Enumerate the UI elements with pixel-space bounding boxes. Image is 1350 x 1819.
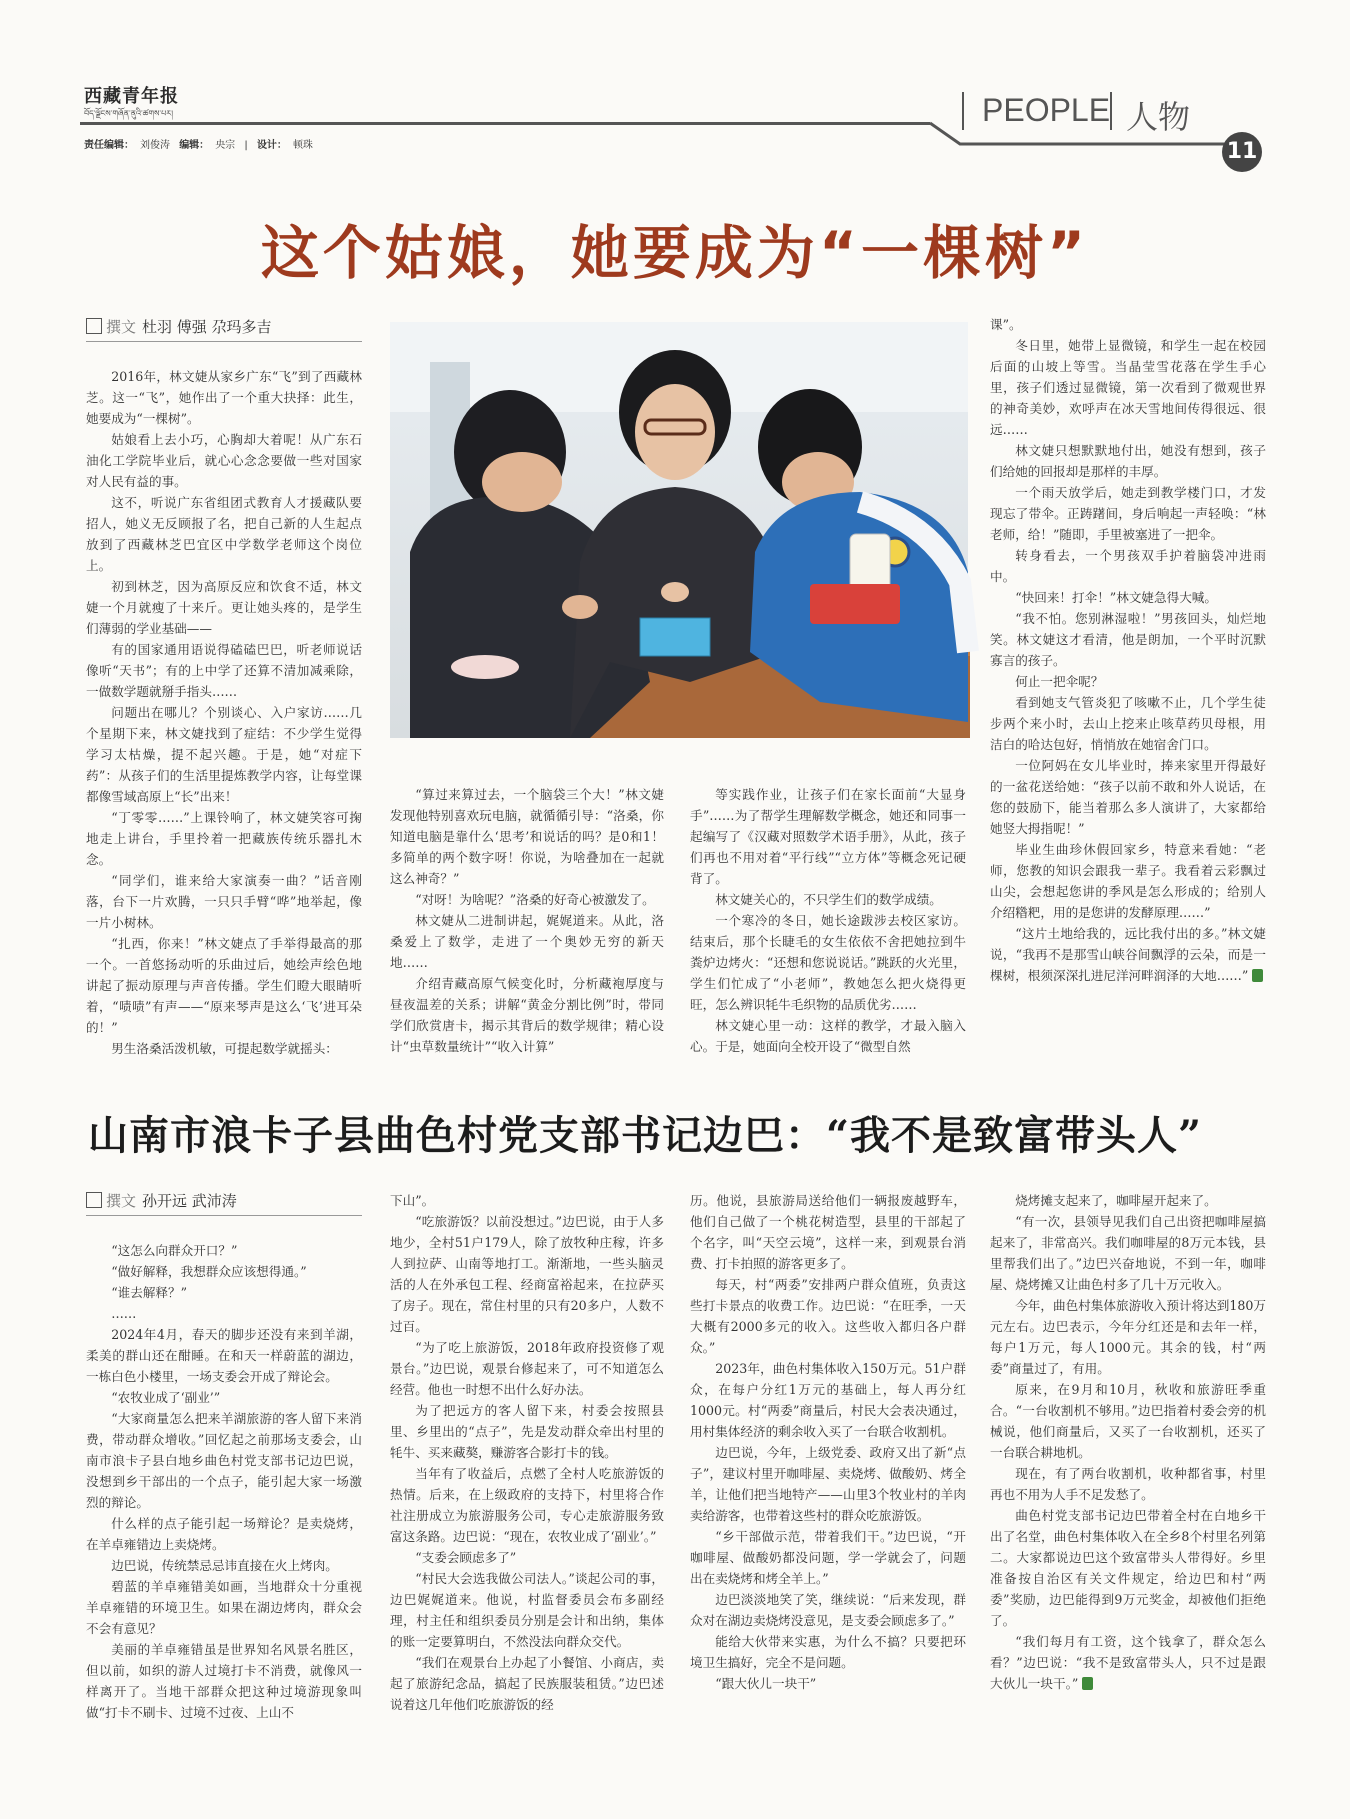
classroom-photo xyxy=(390,322,968,738)
paragraph: 边巴淡淡地笑了笑，继续说：“后来发现，群众对在湖边卖烧烤没意见，是支委会顾虑多了。” xyxy=(690,1592,966,1628)
paragraph: 2016年，林文婕从家乡广东“飞”到了西藏林芝。这一“飞”，她作出了一个重大抉择：此生，她要成为“一棵树”。 xyxy=(86,369,362,426)
paragraph: 看到她支气管炎犯了咳嗽不止，几个学生徒步两个来小时，去山上挖来止咳草药贝母根，用洁白的哈达包好，悄悄放在她宿舍门口。 xyxy=(990,695,1266,752)
end-mark-icon xyxy=(1082,1677,1093,1690)
paragraph: “扎西，你来！”林文婕点了手举得最高的那一个。一首悠扬动听的乐曲过后，她绘声绘色地讲起了振动原理与声音传播。学生们瞪大眼睛听着，“啧啧”有声——“原来琴声是这么‘飞’进耳朵的！” xyxy=(86,936,362,1035)
paragraph: 2023年，曲色村集体收入150万元。51户群众，在每户分红1万元的基础上，每人再分红1000元。村“两委”商量后，村民大会表决通过，用村集体经济的剩余收入买了一台联合收割机。 xyxy=(690,1361,966,1439)
paragraph: …… xyxy=(111,1306,137,1321)
story2-column-3 xyxy=(690,1190,966,1800)
story1-headline: 这个姑娘，她要成为“一棵树” xyxy=(260,219,1090,287)
paragraph: 这不，听说广东省组团式教育人才援藏队要招人，她义无反顾报了名，把自己新的人生起点放到了西藏林芝巴宜区中学数学老师这个岗位上。 xyxy=(86,495,362,573)
section-label-zh: 人物 xyxy=(1126,99,1191,135)
paragraph: “支委会顾虑多了” xyxy=(415,1550,517,1565)
paragraph: 碧蓝的羊卓雍错美如画，当地群众十分重视羊卓雍错的环境卫生。如果在湖边烤肉，群众会不会有意见？ xyxy=(86,1579,362,1636)
paragraph: 美丽的羊卓雍错虽是世界知名风景名胜区，但以前，如织的游人过境打卡不消费，就像风一样离开了。当地干部群众把这种过境游现象叫做“打卡不刷卡、过境不过夜、上山不 xyxy=(86,1642,362,1720)
story1-column-1 xyxy=(86,366,362,1056)
paragraph: “乡干部做示范，带着我们干。”边巴说，“开咖啡屋、做酸奶都没问题，学一学就会了，问题出在卖烧烤和烤全羊上。” xyxy=(690,1529,966,1586)
paragraph: 介绍青藏高原气候变化时，分析藏袍厚度与昼夜温差的关系；讲解“黄金分割比例”时，带同学们欣赏唐卡，揭示其背后的数学规律；精心设计“虫草数量统计”“收入计算” xyxy=(390,976,664,1054)
byline-rule xyxy=(86,341,362,342)
paragraph: 何止一把伞呢？ xyxy=(1015,674,1104,689)
paragraph: “我们每月有工资，这个钱拿了，群众怎么看？”边巴说：“我不是致富带头人，只不过是跟大伙儿一块干。” xyxy=(990,1634,1266,1691)
paragraph: 一个寒冷的冬日，她长途跋涉去校区家访。结束后，那个长睫毛的女生依依不舍把她拉到牛粪炉边烤火：“还想和您说说话。”跳跃的火光里，学生们忙成了“小老师”，教她怎么把火烧得更旺，怎么辨识牦牛毛织物的品质优劣…… xyxy=(690,913,966,1012)
paragraph: 历。他说，县旅游局送给他们一辆报废越野车，他们自己做了一个桃花树造型，县里的干部起了个名字，叫“天空云境”，这样一来，到观景台消费、打卡拍照的游客更多了。 xyxy=(690,1193,966,1271)
section-divider xyxy=(1110,92,1112,130)
paragraph: “农牧业成了‘副业’” xyxy=(111,1390,221,1405)
story2-byline: 撰文 孙开远 武沛涛 xyxy=(86,1190,237,1211)
paragraph: 边巴说，今年，上级党委、政府又出了新“点子”，建议村里开咖啡屋、卖烧烤、做酸奶、烤全羊，让他们把当地特产——山里3个牧业村的羊肉卖给游客，也带着这些村的群众吃旅游饭。 xyxy=(690,1445,966,1523)
paragraph: 烧烤摊支起来了，咖啡屋开起来了。 xyxy=(1015,1193,1217,1208)
paragraph: 一位阿妈在女儿毕业时，捧来家里开得最好的一盆花送给她：“孩子以前不敢和外人说话，在您的鼓励下，能当着那么多人演讲了，大家都给她竖大拇指呢！” xyxy=(990,758,1266,836)
page-number: 11 xyxy=(1222,132,1262,172)
paragraph: 下山”。 xyxy=(390,1193,435,1208)
paragraph: “我不怕。您别淋湿啦！”男孩回头，灿烂地笑。林文婕这才看清，他是朗加，一个平时沉默寡言的孩子。 xyxy=(990,611,1266,668)
paragraph: 2024年4月，春天的脚步还没有来到羊湖，柔美的群山还在酣睡。在和天一样蔚蓝的湖边，一栋白色小楼里，一场支委会开成了辩论会。 xyxy=(86,1327,362,1384)
paragraph: 课”。 xyxy=(990,317,1022,332)
newspaper-name: 西藏青年报 xyxy=(84,86,179,107)
paragraph: 问题出在哪儿？个别谈心、入户家访……几个星期下来，林文婕找到了症结：不少学生觉得学习太枯燥，提不起兴趣。于是，她“对症下药”：从孩子们的生活里提炼教学内容，让每堂课都像雪域高原上“长”出来！ xyxy=(86,705,362,804)
paragraph: “这怎么向群众开口？” xyxy=(111,1243,238,1258)
paragraph: 毕业生曲珍休假回家乡，特意来看她：“老师，您教的知识会跟我一辈子。我看着云彩飘过山尖，会想起您讲的季风是怎么形成的；给别人介绍糌粑，用的是您讲的发酵原理……” xyxy=(990,842,1266,920)
paragraph: “跟大伙儿一块干” xyxy=(715,1676,817,1691)
paragraph: 当年有了收益后，点燃了全村人吃旅游饭的热情。后来，在上级政府的支持下，村里将合作社注册成立为旅游服务公司，专心走旅游服务致富这条路。边巴说：“现在，农牧业成了‘副业’。” xyxy=(390,1466,664,1544)
editor-credits: 责任编辑： 刘俊涛 编辑： 央宗 | 设计： 顿珠 xyxy=(84,140,313,151)
paragraph: 有的国家通用语说得磕磕巴巴，听老师说话像听“天书”；有的上中学了还算不清加减乘除，一做数学题就掰手指头…… xyxy=(86,642,362,699)
paragraph: “做好解释，我想群众应该想得通。” xyxy=(111,1264,307,1279)
paragraph: 原来，在9月和10月，秋收和旅游旺季重合。“一台收割机不够用。”边巴指着村委会旁的机械说，他们商量后，又买了一台收割机，还买了一台联合耕地机。 xyxy=(990,1382,1266,1460)
paragraph: 等实践作业，让孩子们在家长面前“大显身手”……为了帮学生理解数学概念，她还和同事一起编写了《汉藏对照数学术语手册》，从此，孩子们再也不用对着“平行线”“立方体”等概念死记硬背了。 xyxy=(690,787,966,886)
paragraph: “对呀！为啥呢？”洛桑的好奇心被激发了。 xyxy=(415,892,655,907)
paragraph: “同学们，谁来给大家演奏一曲？”话音刚落，台下一片欢腾，一只只手臂“哗”地举起，像一片小树林。 xyxy=(86,873,362,930)
story2-headline: 山南市浪卡子县曲色村党支部书记边巴：“我不是致富带头人” xyxy=(88,1112,1203,1159)
section-label-en: PEOPLE xyxy=(982,92,1111,128)
paragraph: 转身看去，一个男孩双手护着脑袋冲进雨中。 xyxy=(990,548,1266,584)
paragraph: “算过来算过去，一个脑袋三个大！”林文婕发现他特别喜欢玩电脑，就循循引导：“洛桑，你知道电脑是靠什么‘思考’和说话的吗？是0和1！多简单的两个数字呀！你说，为啥叠加在一起就这么神奇？” xyxy=(390,787,664,886)
paragraph: “有一次，县领导见我们自己出资把咖啡屋搞起来了，非常高兴。我们咖啡屋的8万元本钱，县里帮我们出了。”边巴兴奋地说，不到一年，咖啡屋、烧烤摊又让曲色村多了几十万元收入。 xyxy=(990,1214,1266,1292)
header-rule xyxy=(80,122,930,125)
paragraph: 初到林芝，因为高原反应和饮食不适，林文婕一个月就瘦了十来斤。更让她头疼的，是学生们薄弱的学业基础—— xyxy=(86,579,362,636)
paragraph: 边巴说，传统禁忌忌讳直接在火上烤肉。 xyxy=(111,1558,338,1573)
paragraph: “村民大会选我做公司法人。”谈起公司的事，边巴娓娓道来。他说，村监督委员会布多副经理，村主任和组织委员分别是会计和出纳，集体的账一定要算明白，不然没法向群众交代。 xyxy=(390,1571,664,1649)
pen-icon xyxy=(86,1192,102,1208)
paragraph: 能给大伙带来实惠，为什么不搞？只要把环境卫生搞好，完全不是问题。 xyxy=(690,1634,966,1670)
pen-icon xyxy=(86,318,102,334)
paragraph: 姑娘看上去小巧，心胸却大着呢！从广东石油化工学院毕业后，就心心念念要做一些对国家对人民有益的事。 xyxy=(86,432,362,489)
paragraph: 曲色村党支部书记边巴带着全村在白地乡干出了名堂，曲色村集体收入在全乡8个村里名列第二。大家都说边巴这个致富带头人带得好。乡里准备按自治区有关文件规定，给边巴和村“两委”奖励，边巴能得到9万元奖金，却被他们拒绝了。 xyxy=(990,1508,1266,1628)
paragraph: 男生洛桑活泼机敏，可提起数学就摇头： xyxy=(111,1041,338,1056)
story2-column-2 xyxy=(390,1190,664,1800)
paragraph: “谁去解释？” xyxy=(111,1285,188,1300)
story2-column-1 xyxy=(86,1240,362,1800)
paragraph: “这片土地给我的，远比我付出的多。”林文婕说，“我再不是那雪山峡谷间飘浮的云朵，而是一棵树，根须深深扎进尼洋河畔润泽的大地……” xyxy=(990,926,1266,983)
paragraph: 什么样的点子能引起一场辩论？是卖烧烤，在羊卓雍错边上卖烧烤。 xyxy=(86,1516,362,1552)
paragraph: “快回来！打伞！”林文婕急得大喊。 xyxy=(1015,590,1217,605)
paragraph: 为了把远方的客人留下来，村委会按照县里、乡里出的“点子”，先是发动群众牵出村里的牦牛、买来藏獒，赚游客合影打卡的钱。 xyxy=(390,1403,664,1460)
paragraph: 林文婕心里一动：这样的教学，才最入脑入心。于是，她面向全校开设了“微型自然 xyxy=(690,1018,966,1054)
paragraph: 现在，有了两台收割机，收种都省事，村里再也不用为人手不足发愁了。 xyxy=(990,1466,1266,1502)
paragraph: “为了吃上旅游饭，2018年政府投资修了观景台。”边巴说，观景台修起来了，可不知道怎么经营。他也一时想不出什么好办法。 xyxy=(390,1340,664,1397)
story1-byline: 撰文 杜羽 傅强 尕玛多吉 xyxy=(86,316,272,337)
paragraph: 林文婕从二进制讲起，娓娓道来。从此，洛桑爱上了数学，走进了一个奥妙无穷的新天地…… xyxy=(390,913,664,970)
paragraph: “丁零零……”上课铃响了，林文婕笑容可掬地走上讲台，手里拎着一把藏族传统乐器扎木念。 xyxy=(86,810,362,867)
paragraph: 每天，村“两委”安排两户群众值班，负责这些打卡景点的收费工作。边巴说：“在旺季，一天大概有2000多元的收入。这些收入都归各户群众。” xyxy=(690,1277,966,1355)
end-mark-icon xyxy=(1252,969,1263,982)
paragraph: 冬日里，她带上显微镜，和学生一起在校园后面的山坡上等雪。当晶莹雪花落在学生手心里，孩子们透过显微镜，第一次看到了微观世界的神奇美妙，欢呼声在冰天雪地间传得很远、很远…… xyxy=(990,338,1266,437)
paragraph: “吃旅游饭？以前没想过。”边巴说，由于人多地少，全村51户179人，除了放牧种庄稼，许多人到拉萨、山南等地打工。渐渐地，一些头脑灵活的人在外承包工程、经商富裕起来，在拉萨买了房子。现在，常住村里的只有20多户，人数不过百。 xyxy=(390,1214,664,1334)
paragraph: 一个雨天放学后，她走到教学楼门口，才发现忘了带伞。正踌躇间，身后响起一声轻唤：“林老师，给！”随即，手里被塞进了一把伞。 xyxy=(990,485,1266,542)
story2-column-4 xyxy=(990,1190,1266,1800)
story1-column-3 xyxy=(690,784,966,1054)
section-divider xyxy=(962,92,964,130)
byline-rule xyxy=(86,1215,362,1216)
story1-column-4 xyxy=(990,314,1266,1074)
paragraph: 今年，曲色村集体旅游收入预计将达到180万元左右。边巴表示，今年分红还是和去年一样，每户1万元，每人1000元。其余的钱，村“两委”商量过了，有用。 xyxy=(990,1298,1266,1376)
paragraph: 林文婕只想默默地付出，她没有想到，孩子们给她的回报却是那样的丰厚。 xyxy=(990,443,1266,479)
paragraph: “大家商量怎么把来羊湖旅游的客人留下来消费，带动群众增收。”回忆起之前那场支委会，山南市浪卡子县白地乡曲色村党支部书记边巴说，没想到乡干部出的一个点子，能引起大家一场激烈的辩论。 xyxy=(86,1411,362,1510)
newspaper-tibetan-name: བོད་ལྗོངས་གཞོན་ནུའི་ཚགས་པར། xyxy=(84,109,173,118)
story1-column-2 xyxy=(390,784,664,1054)
paragraph: 林文婕关心的，不只学生们的数学成绩。 xyxy=(715,892,942,907)
paragraph: “我们在观景台上办起了小餐馆、小商店，卖起了旅游纪念品，搞起了民族服装租赁。”边巴述说着这几年他们吃旅游饭的经 xyxy=(390,1655,664,1712)
